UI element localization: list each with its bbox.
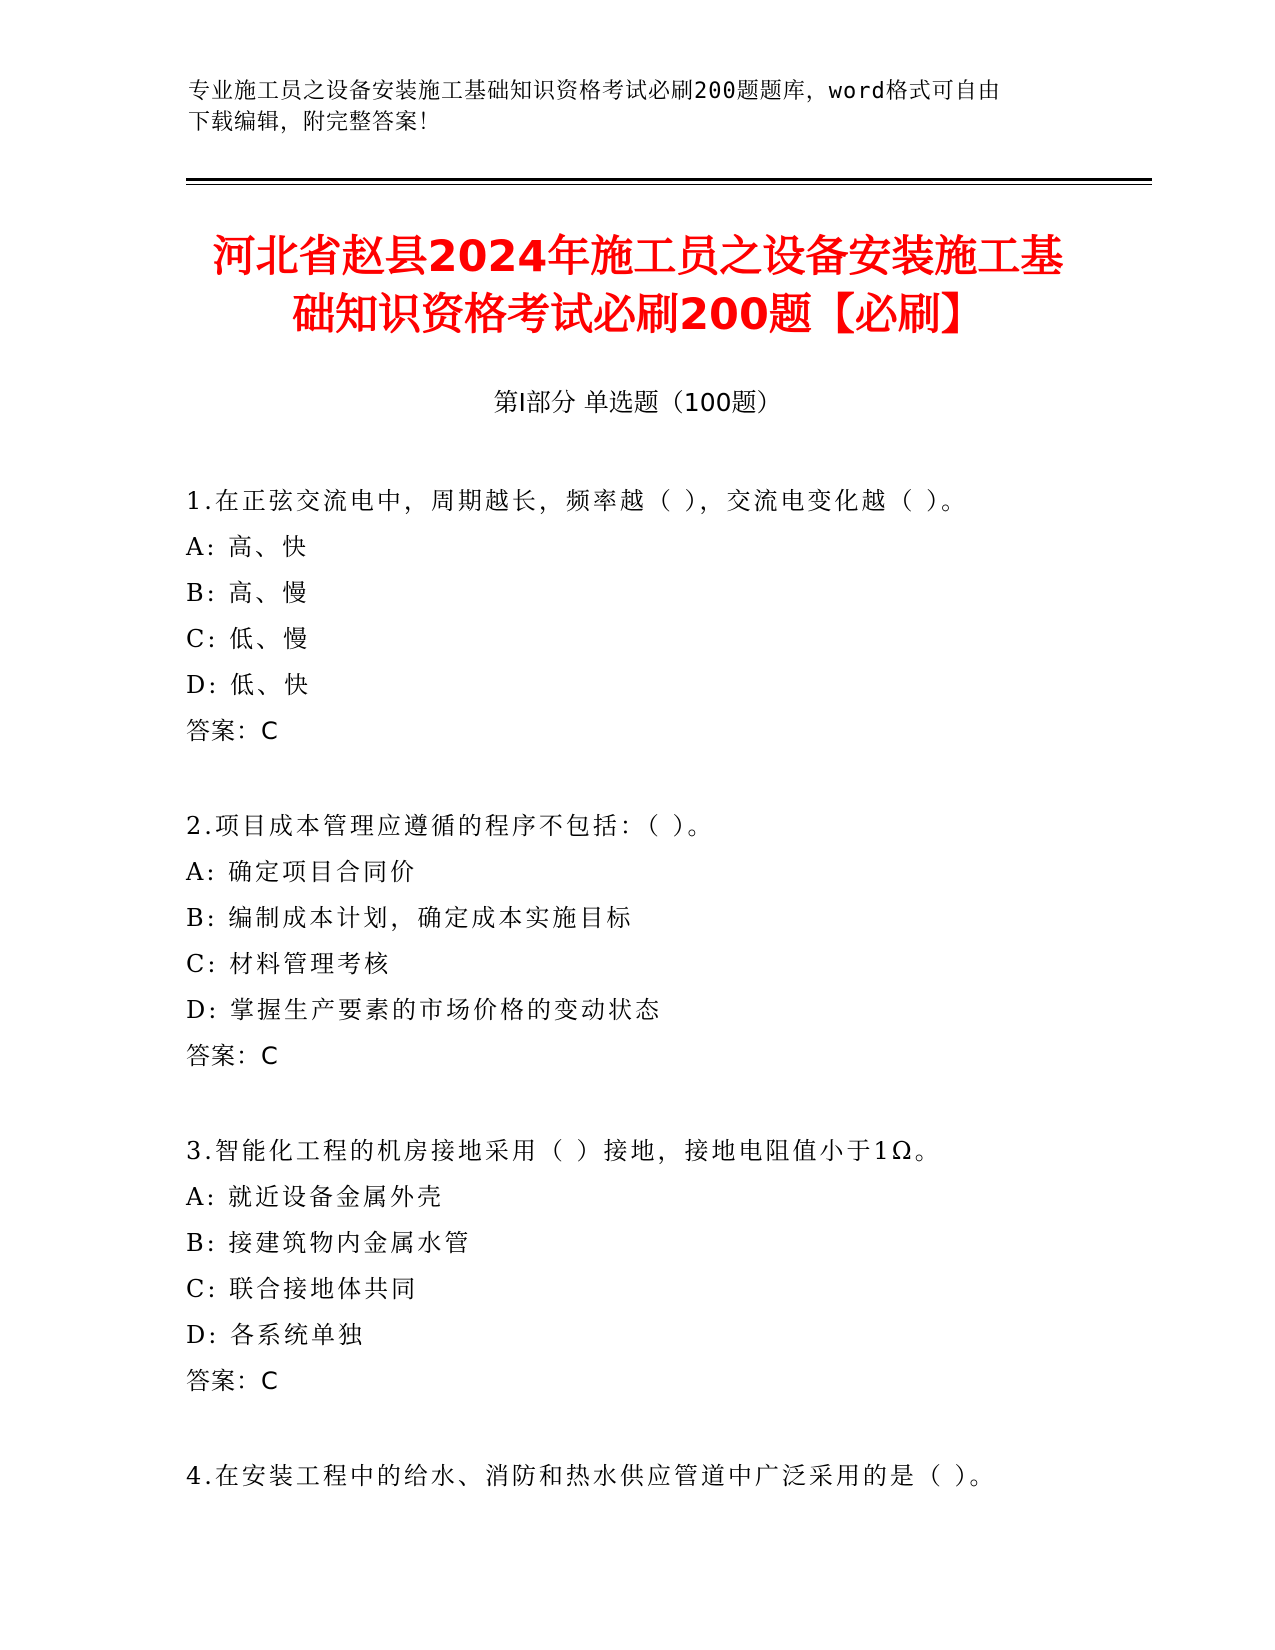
question-list (186, 478, 1146, 1548)
answer: 答案：C (186, 1367, 279, 1395)
option-d: D: 掌握生产要素的市场价格的变动状态 (186, 996, 662, 1024)
answer: 答案：C (186, 717, 279, 745)
option-b: B: 编制成本计划，确定成本实施目标 (186, 904, 634, 932)
question-3 (186, 1128, 1146, 1404)
header-divider-thick (186, 178, 1152, 181)
header-note-line-2: 下载编辑，附完整答案！ (188, 110, 442, 135)
question-stem: 1.在正弦交流电中，周期越长，频率越（ ），交流电变化越（ ）。 (186, 487, 969, 515)
option-a: A: 高、快 (186, 533, 310, 561)
question-stem: 4.在安装工程中的给水、消防和热水供应管道中广泛采用的是（ ）。 (186, 1462, 997, 1490)
header-divider-thin (186, 184, 1152, 185)
document-title-line-1: 河北省赵县2024年施工员之设备安装施工基 (212, 232, 1064, 282)
option-d: D: 低、快 (186, 671, 311, 699)
question-2 (186, 803, 1146, 1079)
option-b: B: 高、慢 (186, 579, 310, 607)
question-stem: 3.智能化工程的机房接地采用（ ）接地，接地电阻值小于1Ω。 (186, 1137, 942, 1165)
document-title (150, 228, 1126, 344)
question-1 (186, 478, 1146, 754)
option-a: A: 就近设备金属外壳 (186, 1183, 445, 1211)
document-title-line-2: 础知识资格考试必刷200题【必刷】 (292, 290, 984, 340)
option-c: C: 联合接地体共同 (186, 1275, 419, 1303)
question-stem: 2.项目成本管理应遵循的程序不包括：（ ）。 (186, 812, 715, 840)
section-heading: 第Ⅰ部分 单选题（100题） (493, 388, 782, 417)
question-4 (186, 1453, 1146, 1499)
answer: 答案：C (186, 1042, 279, 1070)
header-note (188, 76, 1088, 138)
option-b: B: 接建筑物内金属水管 (186, 1229, 472, 1257)
option-a: A: 确定项目合同价 (186, 858, 418, 886)
option-d: D: 各系统单独 (186, 1321, 365, 1349)
option-c: C: 低、慢 (186, 625, 311, 653)
option-c: C: 材料管理考核 (186, 950, 392, 978)
header-note-line-1: 专业施工员之设备安装施工基础知识资格考试必刷200题题库，word格式可自由 (188, 79, 1001, 104)
